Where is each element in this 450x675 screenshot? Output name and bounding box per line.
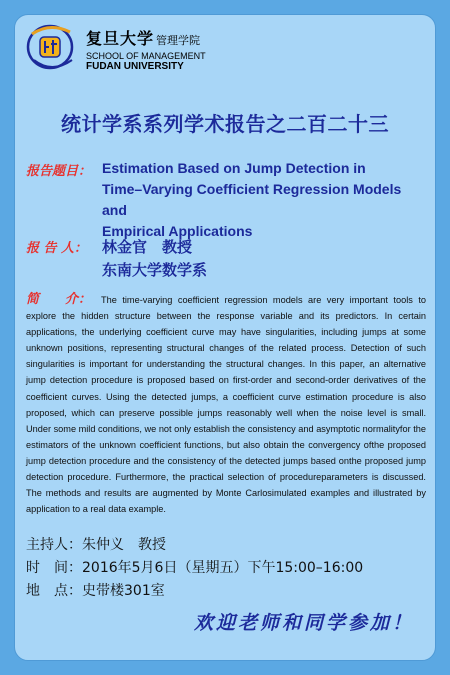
- abstract: [26, 292, 426, 517]
- logo-english-line2: FUDAN UNIVERSITY: [86, 61, 184, 72]
- talk-title-line: Empirical Applications: [102, 223, 253, 239]
- place-info: 地 点：史带楼301室: [26, 583, 165, 599]
- welcome-message: 欢迎老师和同学参加！: [193, 612, 414, 634]
- speaker-name: 林金官 教授: [102, 238, 193, 256]
- talk-title: [102, 158, 422, 242]
- topic-label-row: [26, 160, 91, 179]
- host-info: 主持人：朱仲义 教授: [26, 537, 166, 553]
- speaker-label-row: [26, 237, 87, 256]
- logo-english-line1: SCHOOL OF MANAGEMENT: [86, 51, 206, 61]
- talk-title-line: Time–Varying Coefficient Regression Models and: [102, 181, 402, 218]
- talk-title-line: Estimation Based on Jump Detection in: [102, 160, 366, 176]
- page-title: 统计学系系列学术报告之二百二十三: [61, 112, 389, 136]
- topic-label: 报告题目：: [26, 164, 92, 179]
- abstract-text: The time-varying coefficient regression models are very important tools to explore the hidden structure between the response variable and its predictors. In certain applications, the underlying coefficient curve may have singularities, including jumps at some unknown positions, representing structural changes of the related process. Detection of such singularities is important for understanding the structural changes. In this paper, an alternative jump detection procedure is proposed based on first-order and second-order derivatives of the coefficient curves. Using the detected jumps, a coefficient curve estimation procedure is also proposed, which can preserve possible jumps reasonably well when the noise level is small. Under some mild conditions, we not only establish the consistency and asymptotic normalityfor the estimators of the unknown coefficient functions, but also obtain the convergency ofthe proposed jump detection procedure and the consistency of the detected jumps based onthe proposed jump detection procedure. Furthermore, the practical selection of procedureparameters is discussed. The methods and results are augmented by Monte Carlosimulated examples and illustrated by application to a real data example.: [26, 295, 426, 515]
- abstract-label: 简 介：: [26, 292, 92, 307]
- time-info: 时 间：2016年5月6日（星期五）下午15:00–16:00: [26, 560, 364, 576]
- logo-chinese-name: 复旦大学 管理学院: [86, 29, 201, 48]
- fdsm-badge-icon: [24, 20, 84, 74]
- speaker-block: [102, 236, 207, 282]
- speaker-affiliation: 东南大学数学系: [102, 261, 208, 279]
- speaker-label: 报 告 人：: [26, 241, 88, 256]
